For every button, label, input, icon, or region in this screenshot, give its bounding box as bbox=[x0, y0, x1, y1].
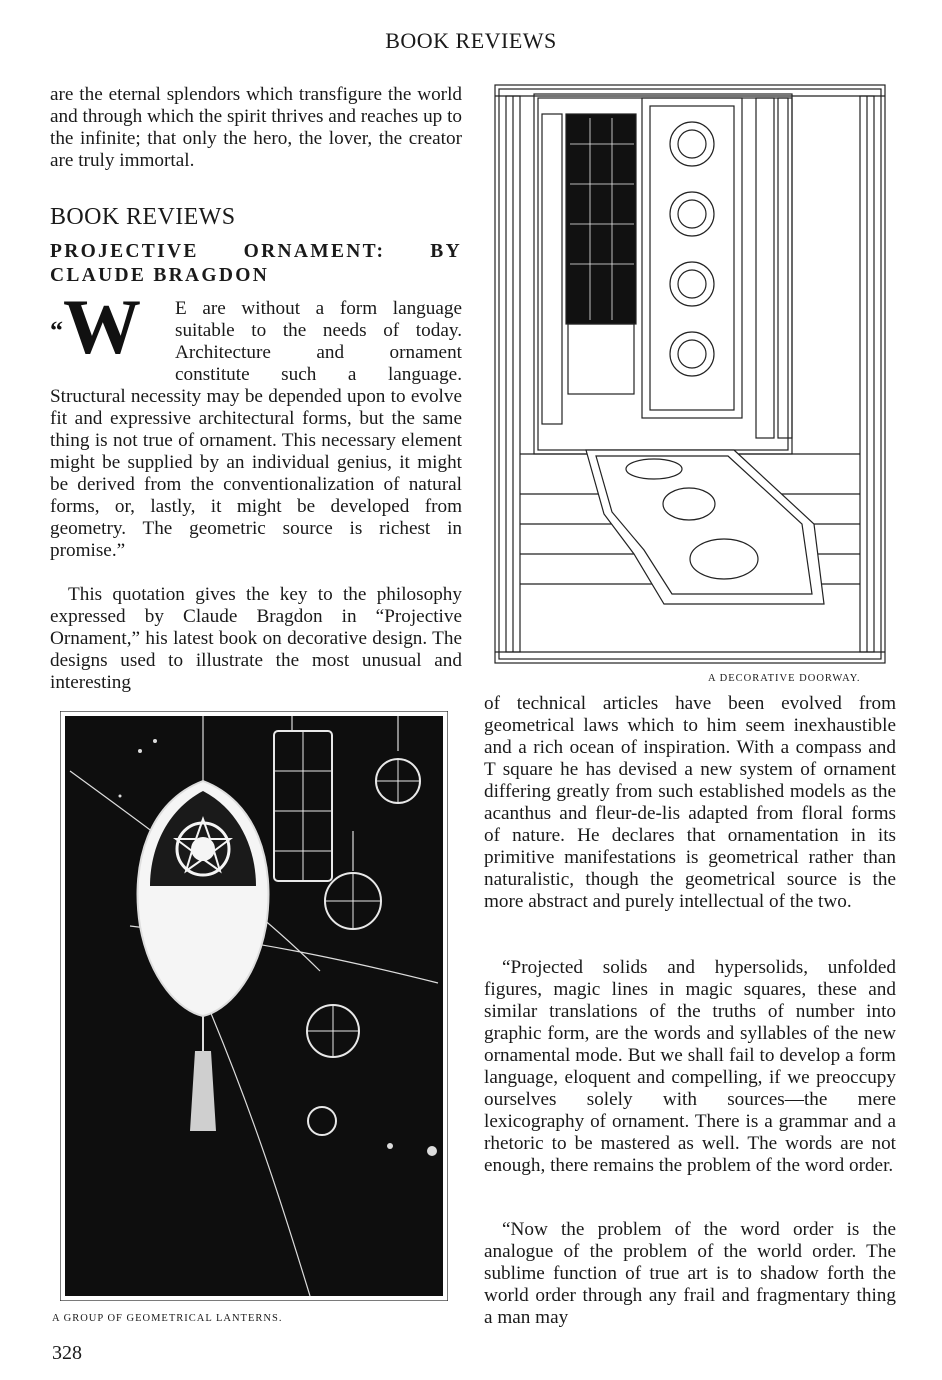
section-heading: BOOK REVIEWS bbox=[50, 204, 236, 230]
intro-paragraph: are the eternal splendors which transfigure the world and through which the spirit thrives and reaches up to the infinite; that only the hero, the lover, the creator are truly immortal. bbox=[50, 84, 462, 171]
drop-cap: “W bbox=[50, 283, 141, 370]
quote-line: Architecture and ornament bbox=[175, 342, 462, 363]
lanterns-caption: A GROUP OF GEOMETRICAL LANTERNS. bbox=[52, 1313, 283, 1324]
doorway-illustration bbox=[494, 84, 886, 664]
paragraph-3: “Projected solids and hypersolids, unfolded figures, magic lines in magic squares, these and similar translations of the truths of number into graphic form, are the words and syllables of the new ornamental mode. But we shall fail to develop a form language, eloquent and compelling, if we preoccupy ourselves solely with sources—the mere lexicography of ornament. There is a grammar and a rhetoric to be mastered as well. The words are not enough, there remains the problem of the word order. bbox=[484, 957, 896, 1176]
page-number: 328 bbox=[52, 1342, 82, 1364]
running-head: BOOK REVIEWS bbox=[385, 28, 557, 53]
quote-line: suitable to the needs of today. bbox=[175, 320, 462, 341]
quote-opening-lines bbox=[175, 298, 462, 386]
paragraph-2-continued: of technical articles have been evolved from geometrical laws which to him seem inexhaustible and a rich ocean of inspiration. With a compass and T square he has devised a new system of ornament differing greatly from such established models as the acanthus and fleur-de-lis adapted from floral forms of nature. He declares that ornamentation in its primitive manifestations is geometrical rather than naturalistic, though the geometrical source is the more abstract and purely intellectual of the two. bbox=[484, 693, 896, 912]
paragraph-2: This quotation gives the key to the philosophy expressed by Claude Bragdon in “Projective Ornament,” his latest book on decorative design. The designs used to illustrate the most unusual and interesting bbox=[50, 584, 462, 693]
quote-body: Structural necessity may be depended upon to evolve fit and expressive architectural forms, but the same thing is not true of ornament. This necessary element might be supplied by an individual genius, it might be derived from the conventionalization of natural forms, or, lastly, it might be developed from geometry. The geometric source is richest in promise.” bbox=[50, 386, 462, 561]
doorway-caption: A DECORATIVE DOORWAY. bbox=[708, 673, 861, 684]
quote-line: E are without a form language bbox=[175, 298, 462, 319]
paragraph-4: “Now the problem of the word order is the analogue of the problem of the world order. The sublime function of true art is to shadow forth the world order through any frail and fragmentary thing a man may bbox=[484, 1219, 896, 1328]
lanterns-illustration bbox=[60, 711, 448, 1301]
quote-line: constitute such a language. bbox=[175, 364, 462, 385]
article-title: PROJECTIVE ORNAMENT: BY CLAUDE BRAGDON bbox=[50, 241, 462, 286]
